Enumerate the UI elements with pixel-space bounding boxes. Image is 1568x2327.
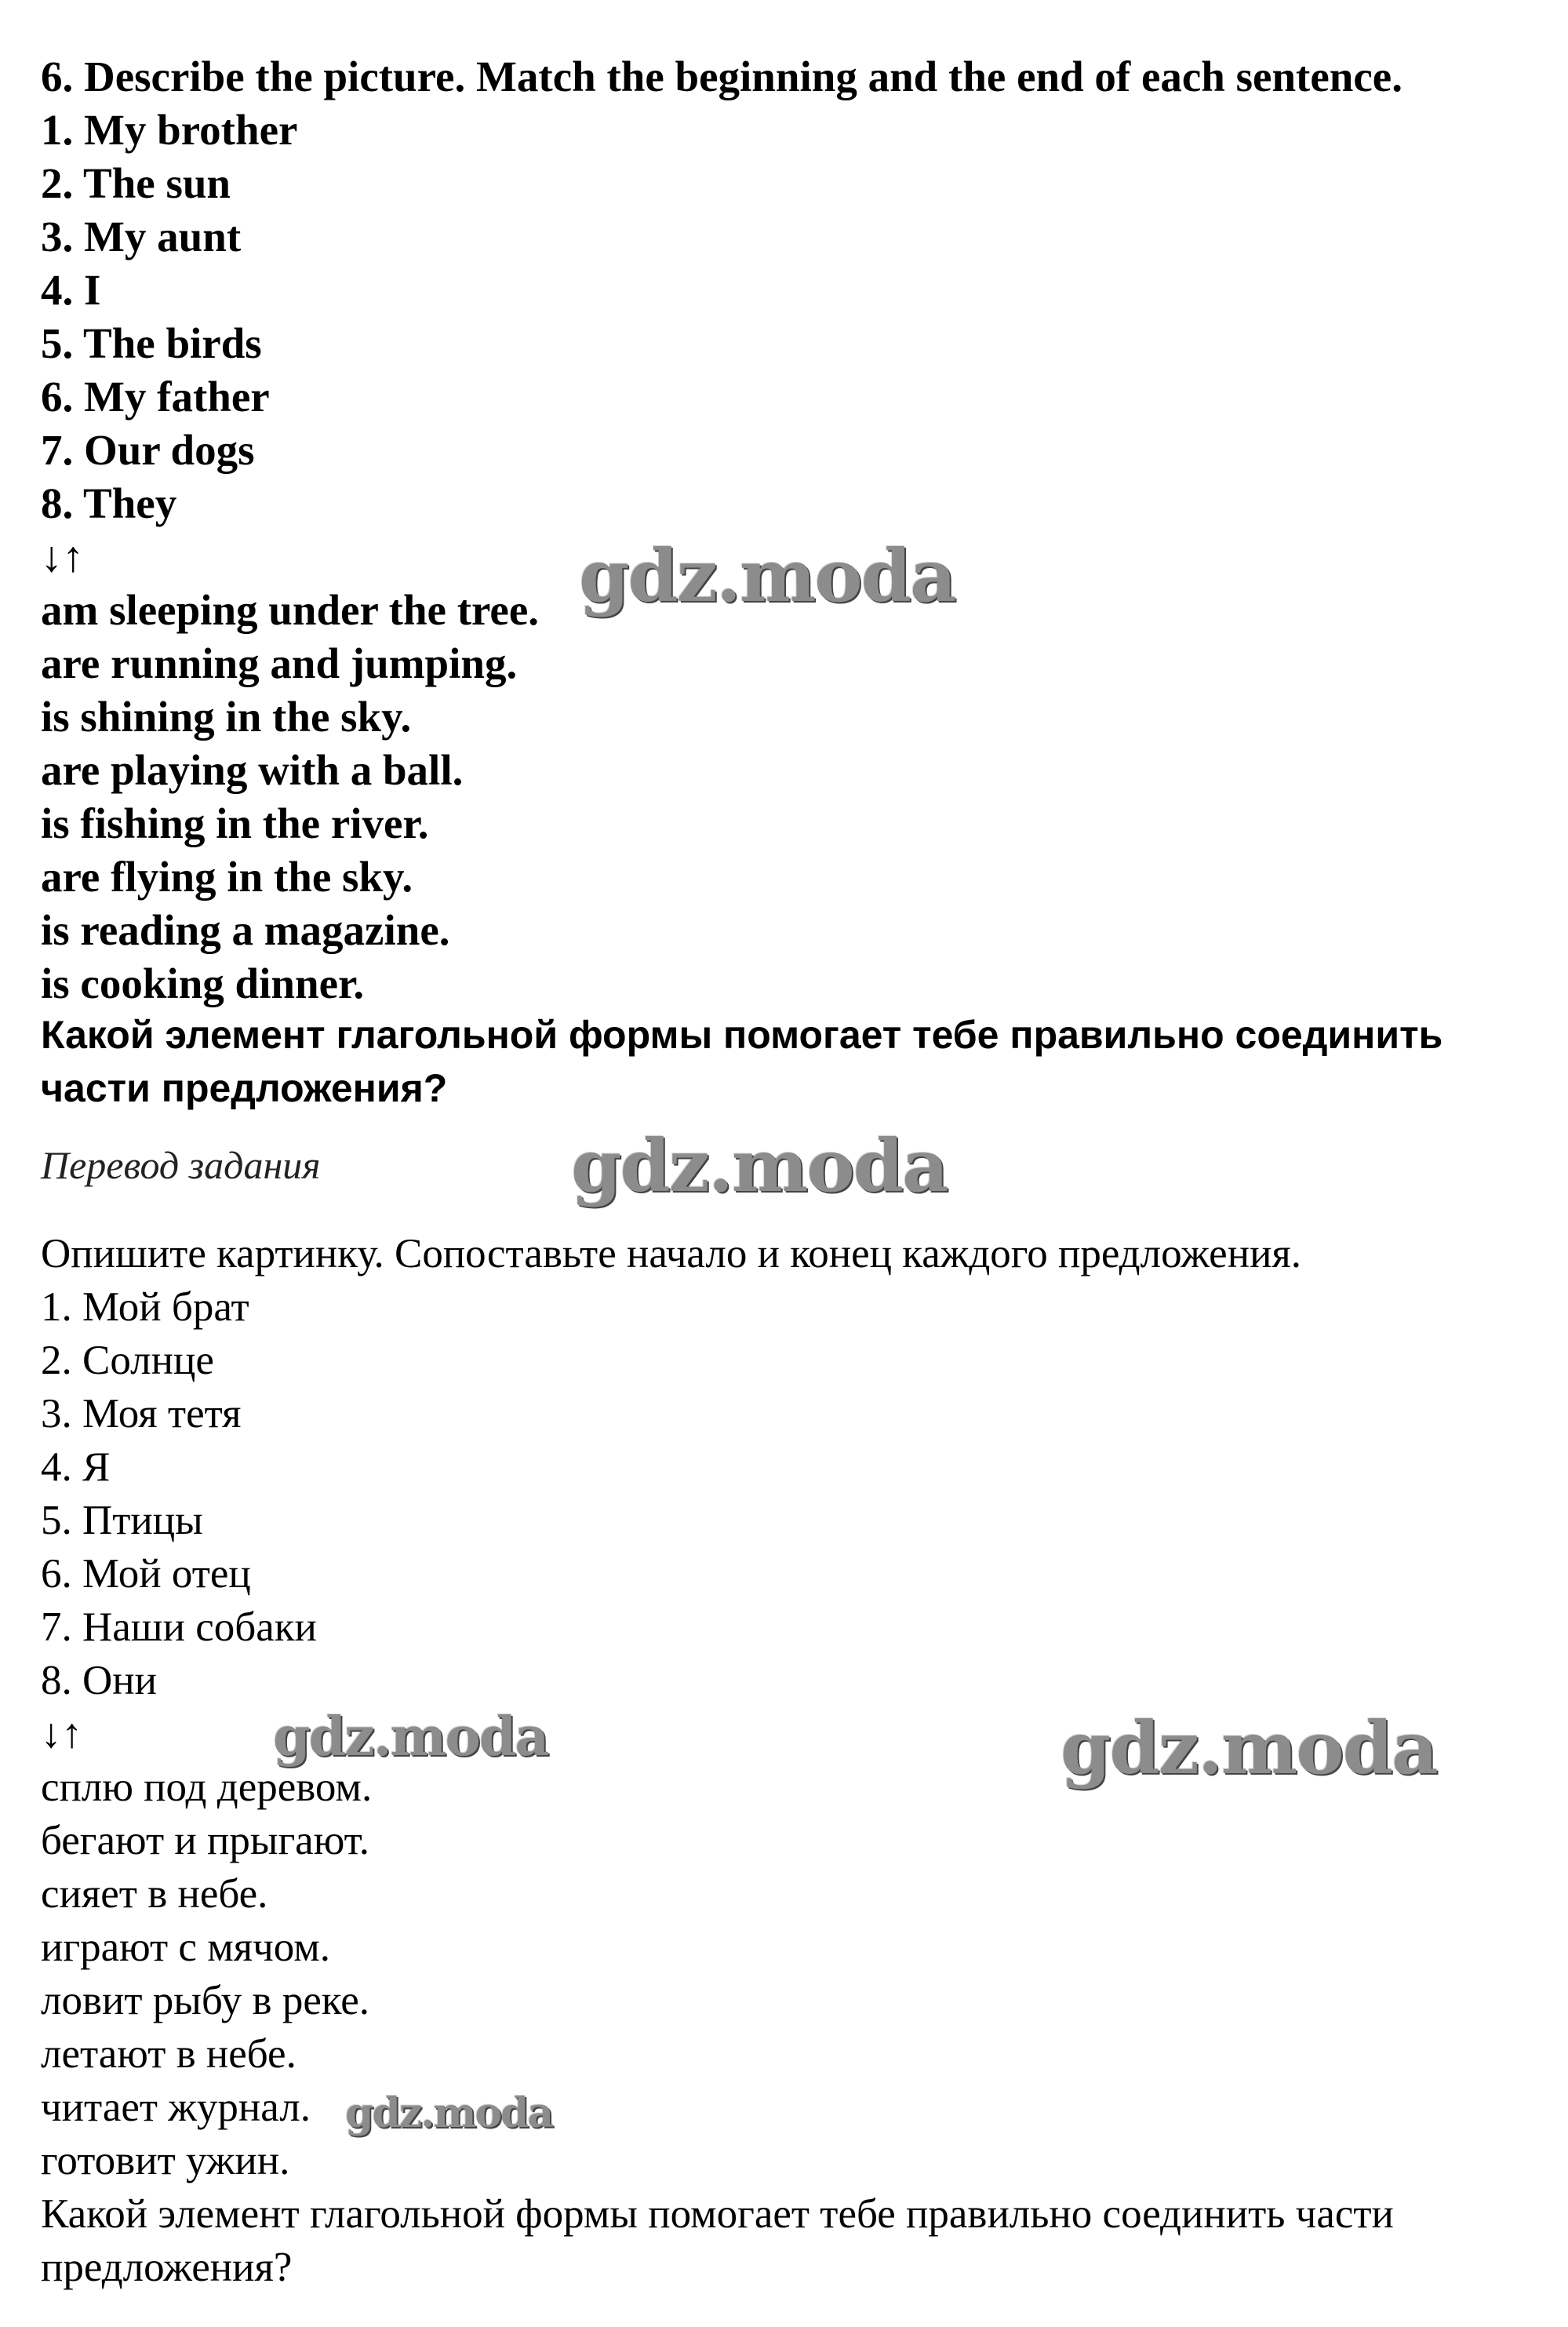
task-ending-7: is reading a magazine. [41, 906, 450, 954]
watermark-logo: gdz.moda [345, 2089, 553, 2137]
translation-ending-7: читает журнал. [41, 2085, 311, 2130]
task-beginning-3: 3. My aunt [41, 213, 242, 260]
translation-beginning-2: 2. Солнце [41, 1338, 214, 1383]
task-question-line-2: части предложения? [41, 1066, 448, 1110]
task-beginning-7: 7. Our dogs [41, 426, 255, 474]
translation-ending-4: играют с мячом. [41, 1925, 331, 1970]
task-arrows-icon: ↓↑ [41, 533, 84, 581]
task-beginning-5: 5. The birds [41, 319, 262, 367]
translation-heading: Перевод задания [41, 1143, 321, 1187]
translation-beginning-5: 5. Птицы [41, 1498, 203, 1543]
watermark-logo: gdz.moda [1060, 1706, 1437, 1790]
watermark-logo: gdz.moda [273, 1706, 548, 1768]
translation-ending-3: сияет в небе. [41, 1871, 268, 1917]
translation-beginning-8: 8. Они [41, 1658, 158, 1703]
task-beginning-1: 1. My brother [41, 106, 298, 154]
translation-ending-2: бегают и прыгают. [41, 1818, 370, 1863]
task-beginning-4: 4. I [41, 266, 101, 314]
task-ending-2: are running and jumping. [41, 639, 518, 687]
translation-arrows-icon: ↓↑ [41, 1711, 82, 1757]
task-ending-6: are flying in the sky. [41, 853, 413, 901]
translation-beginning-1: 1. Мой брат [41, 1284, 249, 1330]
task-ending-3: is shining in the sky. [41, 693, 412, 741]
translation-ending-1: сплю под деревом. [41, 1764, 373, 1810]
translation-question-line-1: Какой элемент глагольной формы помогает тебе правильно соединить части [41, 2191, 1394, 2237]
task-question-line-1: Какой элемент глагольной формы помогает тебе правильно соединить [41, 1013, 1443, 1057]
translation-beginning-4: 4. Я [41, 1444, 111, 1490]
translation-beginning-7: 7. Наши собаки [41, 1604, 317, 1650]
translation-title: Опишите картинку. Сопоставьте начало и конец каждого предложения. [41, 1231, 1302, 1276]
task-beginning-6: 6. My father [41, 373, 270, 421]
watermark-logo: gdz.moda [579, 533, 955, 618]
task-title: 6. Describe the picture. Match the beginning and the end of each sentence. [41, 53, 1402, 100]
task-beginning-2: 2. The sun [41, 159, 231, 207]
watermark-logo: gdz.moda [571, 1123, 948, 1208]
translation-question-line-2: предложения? [41, 2245, 293, 2290]
task-ending-4: are playing with a ball. [41, 746, 464, 794]
task-ending-1: am sleeping under the tree. [41, 586, 539, 634]
translation-beginning-3: 3. Моя тетя [41, 1391, 242, 1437]
translation-ending-5: ловит рыбу в реке. [41, 1978, 370, 2023]
task-beginning-8: 8. They [41, 479, 177, 527]
translation-ending-6: летают в небе. [41, 2031, 297, 2077]
translation-ending-8: готовит ужин. [41, 2138, 290, 2183]
translation-beginning-6: 6. Мой отец [41, 1551, 251, 1597]
task-ending-5: is fishing in the river. [41, 799, 429, 847]
task-ending-8: is cooking dinner. [41, 960, 365, 1007]
